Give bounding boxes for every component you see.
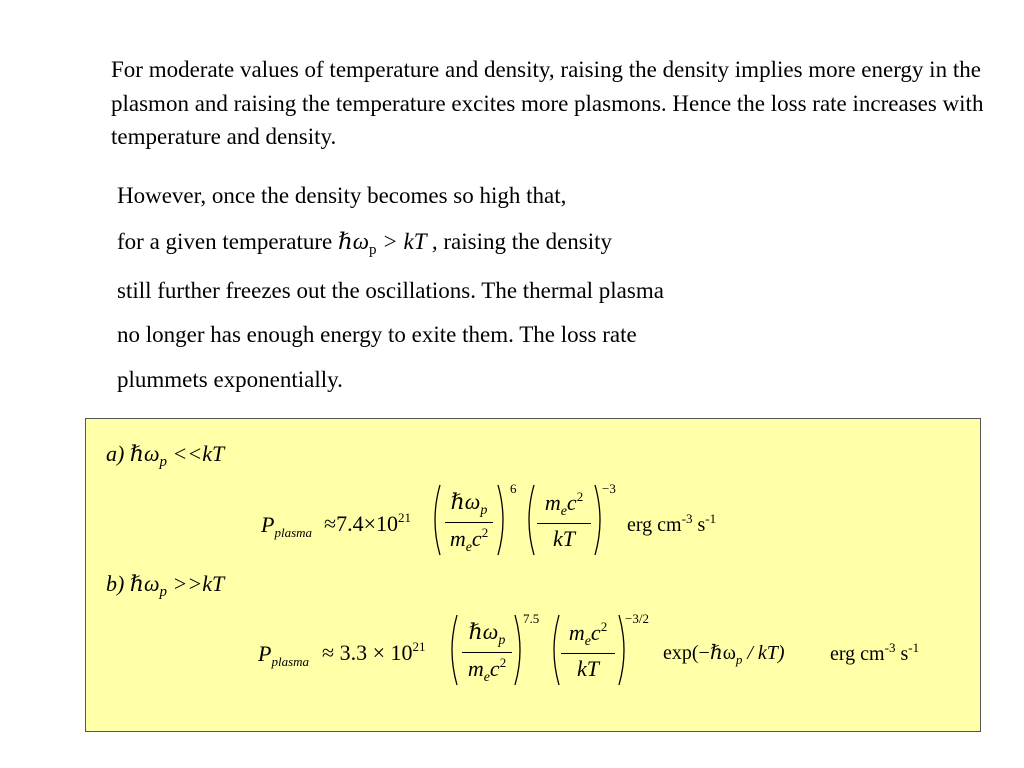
case-b-frac-1 xyxy=(462,619,512,686)
case-a-exp: 21 xyxy=(397,510,411,525)
case-b-frac-2 xyxy=(561,619,615,682)
case-a-frac2-num-sub: e xyxy=(560,504,567,519)
case-b-pow2: −3/2 xyxy=(625,611,649,626)
case-a-frac2-num: m xyxy=(544,490,561,515)
case-a-paren-1-left xyxy=(429,483,443,557)
case-a-p-plasma xyxy=(261,512,312,541)
hbar-omega-symbol: ℏω xyxy=(337,229,370,254)
case-a-frac2-den: kT xyxy=(553,526,575,551)
line2-prefix: for a given temperature xyxy=(117,229,333,254)
greater-than-kT: > kT , xyxy=(376,229,438,254)
case-a-frac1-den-sub: e xyxy=(465,540,472,555)
case-b-relation: >>kT xyxy=(172,571,225,596)
case-a-coef xyxy=(324,510,411,537)
case-a-P: P xyxy=(261,512,275,537)
case-b-units-text: erg cm xyxy=(830,643,885,665)
case-b-sub: p xyxy=(159,584,168,600)
case-b-hbar-omega: ℏω xyxy=(129,571,160,596)
case-a-label: a) xyxy=(106,441,125,466)
case-b-frac2-num-sub: e xyxy=(584,634,591,649)
case-b-frac2-num-sup: 2 xyxy=(600,619,608,634)
case-b-exp: 21 xyxy=(412,639,426,654)
intro-paragraph: For moderate values of temperature and density, raising the density implies more energy in the plasmon and raising the temperature excites more plasmons. Hence the loss rate increases with temperature and density. xyxy=(111,57,984,149)
case-b-frac1-den-sub: e xyxy=(483,670,490,685)
case-b-condition xyxy=(106,571,224,601)
case-a-relation: <<kT xyxy=(172,441,225,466)
case-a-frac-1 xyxy=(445,489,493,556)
text-line-5: plummets exponentially. xyxy=(117,367,343,392)
case-b-paren-1-left xyxy=(446,613,460,687)
case-b-coef-text: ≈ 3.3 × 10 xyxy=(322,640,413,665)
case-b-exp-fn-sub: p xyxy=(735,652,743,667)
case-a-frac1-num-sub: p xyxy=(480,503,488,518)
case-b-frac2-num-c: c xyxy=(590,620,601,645)
case-a-paren-2-left xyxy=(523,483,537,557)
formula-box xyxy=(85,418,981,732)
omega-subscript: p xyxy=(369,242,377,258)
case-b-exp-fn-end: / kT) xyxy=(747,642,785,664)
case-a-units-s: s xyxy=(697,514,706,536)
case-b-P: P xyxy=(258,641,272,666)
case-b-coef xyxy=(322,639,425,666)
case-b-frac1-num-sub: p xyxy=(498,633,506,648)
case-b-frac1-num: ℏω xyxy=(468,619,499,644)
case-a-hbar-omega: ℏω xyxy=(129,441,160,466)
case-b-frac1-bar xyxy=(462,652,512,653)
case-a-units xyxy=(627,511,716,537)
line2-suffix: raising the density xyxy=(443,229,613,254)
case-b-frac1-den-sup: 2 xyxy=(499,655,507,670)
case-b-frac1-den: m xyxy=(467,656,484,681)
case-b-p-plasma xyxy=(258,641,309,670)
case-a-frac1-den-sup: 2 xyxy=(481,525,489,540)
case-a-frac2-bar xyxy=(537,523,591,524)
case-b-frac2-num: m xyxy=(568,620,585,645)
text-line-1: However, once the density becomes so high that, xyxy=(117,183,567,208)
case-a-frac1-den-c: c xyxy=(471,526,482,551)
case-b-units-s: s xyxy=(900,643,909,665)
case-b-paren-2-left xyxy=(548,613,562,687)
case-b-frac2-bar xyxy=(561,653,615,654)
case-a-units-exp1: -3 xyxy=(681,511,693,526)
case-a-frac2-num-c: c xyxy=(566,490,577,515)
case-b-units-exp1: -3 xyxy=(884,640,896,655)
case-b-exp-fn: exp(−ℏω xyxy=(663,642,736,664)
case-a-pow2: −3 xyxy=(602,481,616,496)
text-line-3: still further freezes out the oscillations. The thermal plasma xyxy=(117,278,664,303)
case-a-frac-2 xyxy=(537,489,591,552)
case-a-frac1-den: m xyxy=(449,526,466,551)
case-b-units xyxy=(830,640,919,666)
case-a-sub: p xyxy=(159,454,168,470)
case-a-P-sub: plasma xyxy=(274,525,313,540)
case-b-frac2-den: kT xyxy=(577,656,599,681)
case-a-coef-text: ≈7.4×10 xyxy=(324,511,398,536)
case-a-units-text: erg cm xyxy=(627,514,682,536)
case-a-frac1-bar xyxy=(445,522,493,523)
text-line-2 xyxy=(117,229,612,259)
case-b-P-sub: plasma xyxy=(271,654,310,669)
case-a-frac2-num-sup: 2 xyxy=(576,489,584,504)
text-line-4: no longer has enough energy to exite them. The loss rate xyxy=(117,322,637,347)
case-b-units-exp2: -1 xyxy=(908,640,920,655)
case-b-exp-function xyxy=(663,640,785,668)
case-b-frac1-den-c: c xyxy=(489,656,500,681)
case-b-label: b) xyxy=(106,571,125,596)
case-a-pow1: 6 xyxy=(510,481,517,496)
case-a-paren-1-right xyxy=(495,483,509,557)
case-a-units-exp2: -1 xyxy=(705,511,717,526)
case-a-frac1-num: ℏω xyxy=(450,489,481,514)
case-b-pow1: 7.5 xyxy=(523,611,540,626)
case-a-condition xyxy=(106,441,224,471)
